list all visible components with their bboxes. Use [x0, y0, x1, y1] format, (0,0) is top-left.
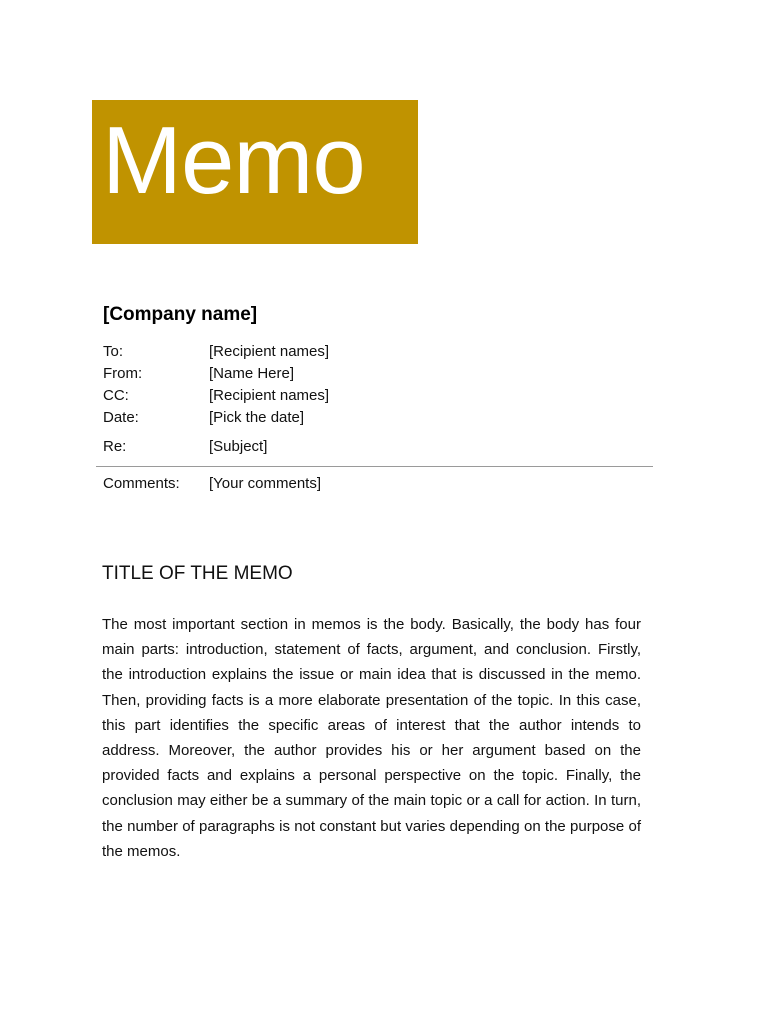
header-divider	[96, 466, 653, 467]
field-label: Date:	[103, 409, 139, 426]
memo-title: TITLE OF THE MEMO	[102, 563, 293, 584]
field-label: From:	[103, 365, 143, 382]
memo-body: The most important section in memos is the body. Basically, the body has four main parts: introduction, statement of facts, argument, and conclusion. Firstly, the introduction explains the issue or main idea that is discussed in the memo. Then, providing facts is a more elaborate presentation of the topic. In this case, this part identifies the specific areas of interest that the author intends to address. Moreover, the author provides his or her argument based on the provided facts and explains a personal perspective on the topic. Finally, the conclusion may either be a summary of the main topic or a call for action. In turn, the number of paragraphs is not constant but varies depending on the purpose of the memos.	[102, 616, 641, 860]
field-cc	[103, 386, 663, 406]
company-name: [Company name]	[103, 304, 258, 325]
field-value: [Recipient names]	[209, 387, 330, 404]
field-value: [Recipient names]	[209, 343, 330, 360]
field-label: Re:	[103, 438, 127, 455]
field-value: [Name Here]	[209, 365, 295, 382]
field-value: [Subject]	[209, 438, 268, 455]
field-re	[103, 437, 663, 457]
field-from	[103, 364, 663, 384]
field-label: To:	[103, 343, 124, 360]
memo-banner-title: Memo	[102, 107, 365, 214]
field-date	[103, 408, 663, 428]
field-value: [Your comments]	[209, 475, 321, 492]
field-value: [Pick the date]	[209, 409, 305, 426]
field-to	[103, 342, 663, 362]
field-label: Comments:	[103, 475, 180, 492]
field-comments	[103, 474, 663, 494]
field-label: CC:	[103, 387, 129, 404]
memo-banner	[92, 100, 418, 244]
